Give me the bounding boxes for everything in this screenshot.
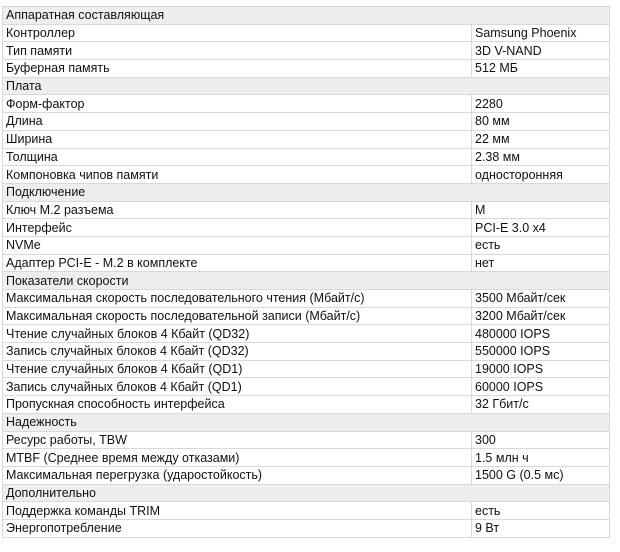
spec-value: есть (472, 236, 610, 254)
spec-value: 32 Гбит/с (472, 396, 610, 414)
spec-value: Samsung Phoenix (472, 24, 610, 42)
spec-label: Запись случайных блоков 4 Кбайт (QD32) (3, 343, 472, 361)
spec-label: Энергопотребление (3, 519, 472, 537)
spec-row (3, 254, 610, 272)
spec-label: Максимальная скорость последовательного чтения (Мбайт/с) (3, 290, 472, 308)
spec-label: Максимальная скорость последовательной записи (Мбайт/с) (3, 307, 472, 325)
spec-label: Максимальная перегрузка (ударостойкость) (3, 466, 472, 484)
section-title: Подключение (3, 183, 610, 201)
section-header-row (3, 484, 610, 502)
spec-value: 3D V-NAND (472, 42, 610, 60)
section-title: Надежность (3, 413, 610, 431)
spec-value: PCI-E 3.0 x4 (472, 219, 610, 237)
spec-row (3, 449, 610, 467)
spec-label: Ширина (3, 130, 472, 148)
spec-label: Компоновка чипов памяти (3, 166, 472, 184)
spec-row (3, 236, 610, 254)
spec-row (3, 396, 610, 414)
spec-value: 3200 Мбайт/сек (472, 307, 610, 325)
spec-label: MTBF (Среднее время между отказами) (3, 449, 472, 467)
section-title: Плата (3, 77, 610, 95)
section-header-row (3, 183, 610, 201)
spec-label: Тип памяти (3, 42, 472, 60)
spec-row (3, 42, 610, 60)
spec-value: 19000 IOPS (472, 360, 610, 378)
spec-label: Пропускная способность интерфейса (3, 396, 472, 414)
spec-row (3, 148, 610, 166)
spec-label: Чтение случайных блоков 4 Кбайт (QD1) (3, 360, 472, 378)
spec-row (3, 95, 610, 113)
specifications-table (2, 6, 610, 538)
spec-value: 3500 Мбайт/сек (472, 290, 610, 308)
section-header-row (3, 413, 610, 431)
spec-value: 300 (472, 431, 610, 449)
spec-row (3, 466, 610, 484)
spec-label: Ресурс работы, TBW (3, 431, 472, 449)
spec-label: NVMe (3, 236, 472, 254)
spec-value: 22 мм (472, 130, 610, 148)
spec-label: Толщина (3, 148, 472, 166)
spec-value: 1.5 млн ч (472, 449, 610, 467)
spec-label: Адаптер PCI-E - M.2 в комплекте (3, 254, 472, 272)
spec-value: односторонняя (472, 166, 610, 184)
spec-value: 512 МБ (472, 60, 610, 78)
spec-row (3, 519, 610, 537)
spec-row (3, 431, 610, 449)
spec-value: 60000 IOPS (472, 378, 610, 396)
spec-label: Ключ M.2 разъема (3, 201, 472, 219)
spec-row (3, 113, 610, 131)
spec-value: 1500 G (0.5 мс) (472, 466, 610, 484)
spec-label: Интерфейс (3, 219, 472, 237)
spec-value: 2.38 мм (472, 148, 610, 166)
spec-label: Поддержка команды TRIM (3, 502, 472, 520)
spec-row (3, 60, 610, 78)
spec-row (3, 360, 610, 378)
spec-label: Длина (3, 113, 472, 131)
spec-value: нет (472, 254, 610, 272)
spec-label: Запись случайных блоков 4 Кбайт (QD1) (3, 378, 472, 396)
spec-row (3, 378, 610, 396)
section-header-row (3, 77, 610, 95)
spec-value: 550000 IOPS (472, 343, 610, 361)
section-title: Дополнительно (3, 484, 610, 502)
section-title: Показатели скорости (3, 272, 610, 290)
spec-value: 80 мм (472, 113, 610, 131)
spec-label: Контроллер (3, 24, 472, 42)
spec-row (3, 325, 610, 343)
spec-label: Форм-фактор (3, 95, 472, 113)
section-header-row (3, 272, 610, 290)
spec-row (3, 24, 610, 42)
spec-row (3, 166, 610, 184)
spec-value: 9 Вт (472, 519, 610, 537)
section-header-row (3, 7, 610, 25)
spec-value: 2280 (472, 95, 610, 113)
spec-row (3, 130, 610, 148)
spec-value: M (472, 201, 610, 219)
spec-value: есть (472, 502, 610, 520)
specifications-body (3, 7, 610, 538)
spec-row (3, 201, 610, 219)
spec-row (3, 343, 610, 361)
spec-label: Буферная память (3, 60, 472, 78)
spec-row (3, 219, 610, 237)
spec-row (3, 307, 610, 325)
spec-row (3, 502, 610, 520)
spec-value: 480000 IOPS (472, 325, 610, 343)
section-title: Аппаратная составляющая (3, 7, 610, 25)
spec-row (3, 290, 610, 308)
spec-label: Чтение случайных блоков 4 Кбайт (QD32) (3, 325, 472, 343)
